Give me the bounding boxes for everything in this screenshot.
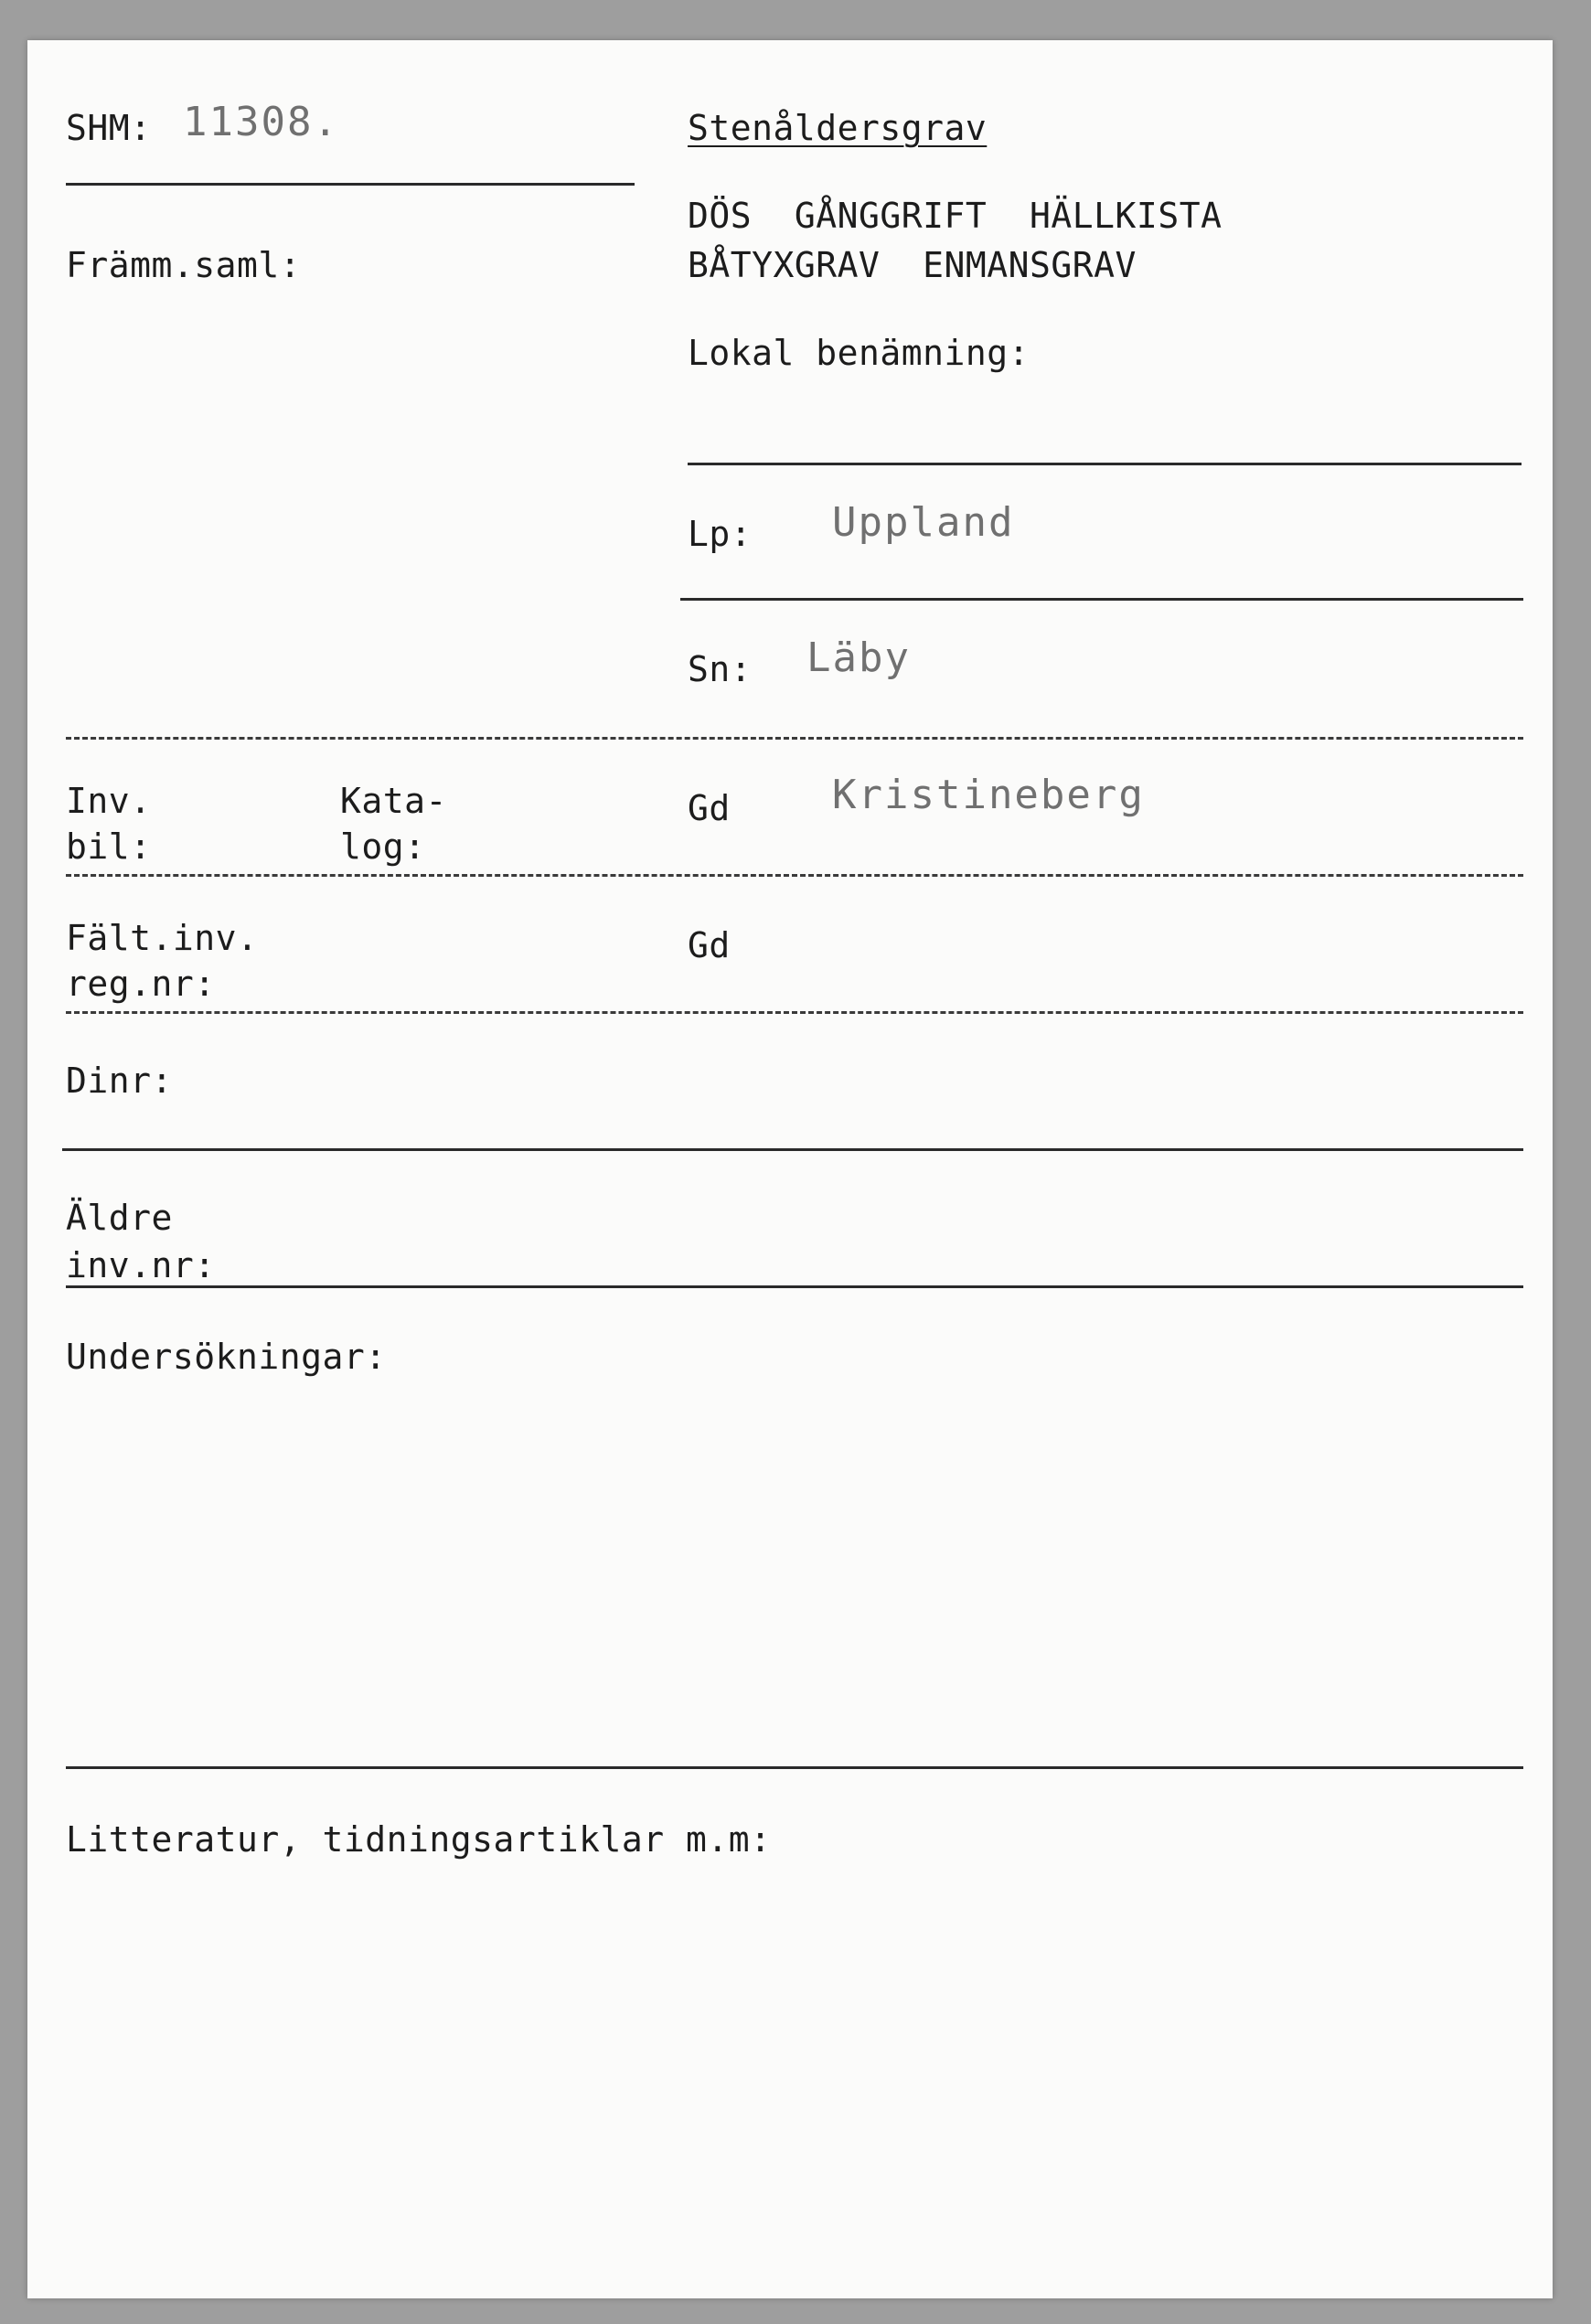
undersokningar-label: Undersökningar: [66,1337,387,1377]
lokal-rule [688,463,1522,465]
shm-rule [66,183,635,186]
dinr-rule [62,1148,1523,1151]
inv-rule [66,874,1523,877]
shm-number: 11308. [183,99,339,145]
inv-bil-line1: Inv. [66,781,152,821]
aldre-line1: Äldre [66,1198,173,1238]
gd1-label: Gd [688,788,731,828]
grave-types-line1: DÖS GÅNGGRIFT HÄLLKISTA [688,196,1223,236]
litteratur-label: Litteratur, tidningsartiklar m.m: [66,1819,772,1860]
inv-bil-line2: bil: [66,826,152,867]
falt-inv-line2: reg.nr: [66,964,216,1004]
index-card [27,40,1553,2298]
framm-saml-label: Främm.saml: [66,245,302,285]
dinr-label: Dinr: [66,1061,173,1101]
falt-inv-line1: Fält.inv. [66,918,259,958]
gd1-value: Kristineberg [832,772,1145,818]
grave-type-title: Stenåldersgrav [688,108,988,148]
aldre-rule [66,1285,1523,1288]
aldre-line2: inv.nr: [66,1245,216,1285]
sn-value: Läby [806,634,911,681]
sn-label: Sn: [688,649,753,689]
shm-label: SHM: [66,108,152,148]
lokal-benamning-label: Lokal benämning: [688,333,1030,373]
grave-types-line2: BÅTYXGRAV ENMANSGRAV [688,245,1137,285]
gd2-label: Gd [688,925,731,965]
lp-rule [680,598,1523,601]
lp-label: Lp: [688,514,753,554]
katalog-line2: log: [340,826,426,867]
falt-rule [66,1011,1523,1014]
lp-value: Uppland [832,499,1015,546]
sn-rule [66,737,1523,740]
undersokningar-rule [66,1766,1523,1769]
katalog-line1: Kata- [340,781,447,821]
